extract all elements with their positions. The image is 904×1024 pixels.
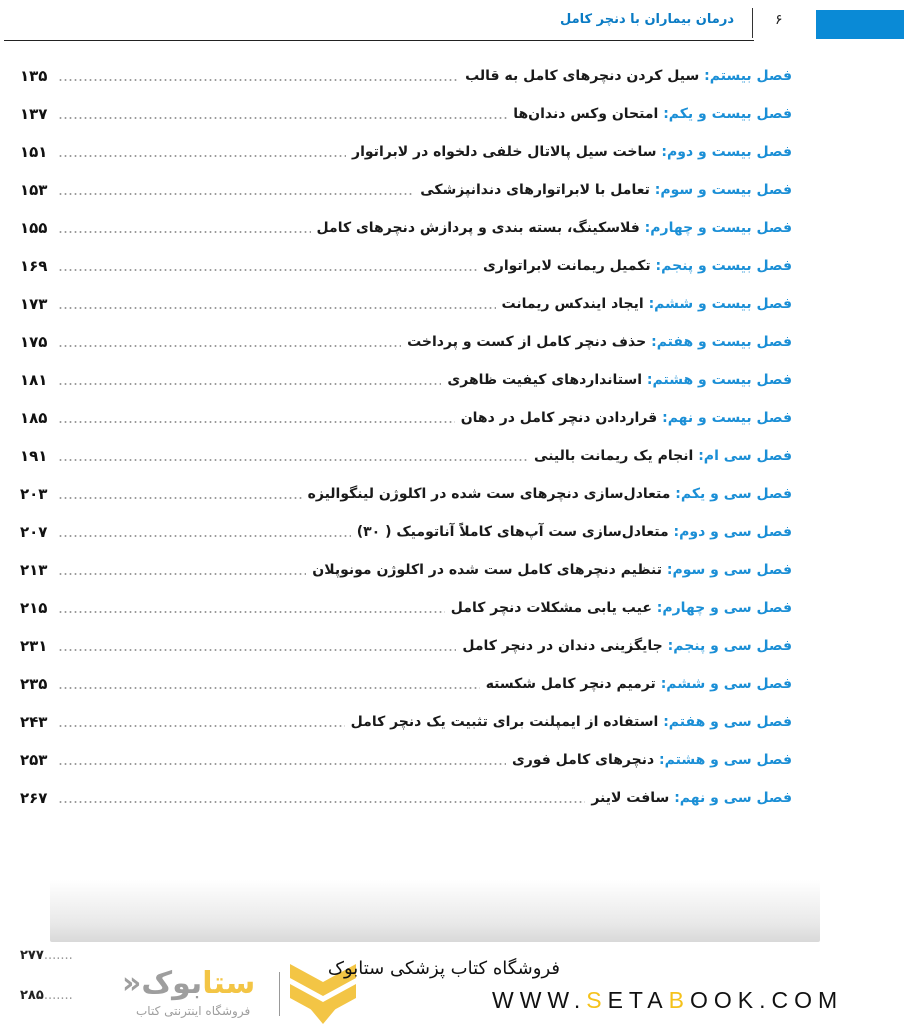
logo-separator [279,972,280,1016]
chapter-title: استفاده از ایمپلنت برای تثبیت یک دنچر کامل [350,714,659,730]
toc-page-number: ۲۴۳ [20,713,48,731]
chapter-title: ایجاد ایندکس ریمانت [501,296,644,312]
toc-entry-title [461,68,792,84]
chapter-label: فصل بیست و پنجم: [655,258,792,274]
toc-page-number: ۱۹۱ [20,447,48,465]
toc-page-number: ۲۰۷ [20,523,48,541]
toc-page-number: ۲۷۷ [20,948,44,963]
toc-entry[interactable] [20,480,792,508]
toc-page-number: ۲۳۱ [20,637,48,655]
logo-word-yellow: ستا [202,966,256,1001]
toc-leader [58,649,456,651]
running-header-title: درمان بیماران با دنچر کامل [560,12,734,27]
chapter-title: متعادل‌سازی ست آپ‌های کاملاً آناتومیک ( ۳۰) [356,524,669,540]
header-rule [4,40,754,41]
header-accent-bar [816,10,904,39]
chapter-title: امتحان وکس دندان‌ها [513,106,659,122]
toc-page-number: ۲۰۳ [20,485,48,503]
toc-leader [58,573,306,575]
toc-leader [58,801,585,803]
toc-entry-title [304,486,792,502]
chapter-title: قراردادن دنچر کامل در دهان [460,410,658,426]
chapter-title: عیب یابی مشکلات دنچر کامل [450,600,652,616]
toc-page-number: ۲۳۵ [20,675,48,693]
chapter-label: فصل بیست و نهم: [662,410,792,426]
toc-entry[interactable] [20,632,792,660]
toc-page-number: ۱۸۱ [20,371,48,389]
toc-page-number: ۱۳۷ [20,105,48,123]
double-chevron-icon: « [122,966,142,1001]
toc-page-number: ۲۸۵ [20,988,44,1003]
chapter-title: فلاسکینگ، بسته بندی و پردازش دنچرهای کامل [316,220,640,236]
chapter-label: فصل سی و پنجم: [667,638,792,654]
chapter-label: فصل سی و ششم: [660,676,792,692]
toc-page-number: ۲۱۵ [20,599,48,617]
chapter-label: فصل سی و هفتم: [663,714,792,730]
toc-page-number: ۲۱۳ [20,561,48,579]
chapter-label: فصل سی ام: [698,448,792,464]
toc-leader [58,611,445,613]
toc-leader [58,497,302,499]
chapter-title: تکمیل ریمانت لابراتواری [482,258,651,274]
chapter-label: فصل سی و یکم: [675,486,792,502]
toc-leader [58,79,459,81]
toc-entry[interactable] [20,594,792,622]
toc-leader: ....... [43,948,73,963]
toc-entry[interactable] [20,556,792,584]
toc-leader [58,307,496,309]
toc-entry[interactable] [20,100,792,128]
toc-entry-title [353,524,792,540]
toc-entry[interactable] [20,746,792,774]
toc-partial-page [20,988,73,1003]
setabook-logo-wordmark [122,966,255,1001]
chapter-title: دنچرهای کامل فوری [511,752,655,768]
toc-leader [58,117,507,119]
toc-entry[interactable] [20,518,792,546]
toc-entry[interactable] [20,404,792,432]
toc-entry[interactable] [20,328,792,356]
toc-entry-title [347,714,792,730]
url-highlight: B [668,987,690,1013]
toc-page-number: ۱۵۱ [20,143,48,161]
chapter-label: فصل سی و هشتم: [659,752,792,768]
toc-leader: ....... [43,988,73,1003]
chapter-label: فصل بیستم: [704,68,792,84]
toc-entry[interactable] [20,784,792,812]
chapter-title: سافت لاینر [591,790,670,806]
toc-entry-title [479,258,792,274]
toc-page-number: ۱۵۳ [20,181,48,199]
logo-tagline: فروشگاه اینترنتی کتاب [136,1004,251,1018]
store-url[interactable] [492,987,843,1014]
chapter-label: فصل بیست و ششم: [648,296,792,312]
chapter-label: فصل بیست و چهارم: [644,220,792,236]
toc-page-number: ۱۶۹ [20,257,48,275]
toc-entry-title [498,296,792,312]
toc-leader [58,459,528,461]
toc-leader [58,155,346,157]
watermark-gradient-band [50,880,820,942]
chapter-title: تنظیم دنچرهای کامل ست شده در اکلوژن مونوپلان [312,562,662,578]
toc-leader [58,345,401,347]
chapter-label: فصل بیست و هفتم: [651,334,792,350]
chapter-title: سیل کردن دنچرهای کامل به قالب [465,68,700,84]
toc-leader [58,725,345,727]
toc-entry-title [313,220,792,236]
chapter-title: انجام یک ریمانت بالینی [534,448,694,464]
chapter-title: ترمیم دنچر کامل شکسته [485,676,656,692]
chapter-label: فصل بیست و یکم: [663,106,792,122]
toc-entry-title [447,600,792,616]
chapter-title: جایگزینی دندان در دنچر کامل [462,638,663,654]
toc-leader [58,763,506,765]
toc-entry-title [443,372,792,388]
toc-leader [58,383,441,385]
chapter-title: متعادل‌سازی دنچرهای ست شده در اکلوژن لینگوالیزه [307,486,671,502]
toc-leader [58,421,455,423]
toc-page-number: ۱۷۵ [20,333,48,351]
toc-page-number: ۲۶۷ [20,789,48,807]
toc-partial-page [20,948,73,963]
chapter-label: فصل بیست و دوم: [661,144,792,160]
toc-entry-title [530,448,792,464]
toc-entry-title [308,562,792,578]
chapter-title: حذف دنچر کامل از کست و پرداخت [407,334,647,350]
chapter-label: فصل بیست و سوم: [654,182,792,198]
store-name: فروشگاه کتاب پزشکی ستابوک [327,958,560,979]
toc-entry[interactable] [20,214,792,242]
header-divider [752,8,753,38]
toc-page-number: ۱۸۵ [20,409,48,427]
toc-leader [58,231,311,233]
toc-entry-title [457,410,792,426]
url-part: ETA [607,987,669,1013]
chapter-label: فصل سی و دوم: [673,524,792,540]
toc-page-number: ۱۷۳ [20,295,48,313]
page-number: ۶ [775,12,783,28]
toc-entry-title [482,676,792,692]
toc-entry[interactable] [20,62,792,90]
chapter-label: فصل سی و سوم: [666,562,792,578]
toc-entry[interactable] [20,138,792,166]
toc-leader [58,535,351,537]
chapter-title: تعامل با لابراتوارهای دندانپزشکی [420,182,650,198]
toc-entry[interactable] [20,442,792,470]
toc-entry[interactable] [20,176,792,204]
logo-word-gray: بوک [141,966,203,1001]
toc-page-number: ۲۵۳ [20,751,48,769]
toc-entry-title [403,334,792,350]
url-part: WWW. [492,987,587,1013]
toc-leader [58,269,477,271]
toc-entry[interactable] [20,252,792,280]
toc-leader [58,687,480,689]
toc-entry[interactable] [20,708,792,736]
toc-entry[interactable] [20,670,792,698]
chapter-title: ساخت سیل پالاتال خلفی دلخواه در لابراتوار [352,144,657,160]
toc-entry-title [416,182,792,198]
toc-leader [58,193,414,195]
toc-entry[interactable] [20,290,792,318]
toc-page-number: ۱۵۵ [20,219,48,237]
url-part: OOK.COM [689,987,844,1013]
chapter-label: فصل سی و چهارم: [656,600,792,616]
toc-entry-title [458,638,792,654]
chapter-label: فصل سی و نهم: [674,790,792,806]
url-highlight: S [586,987,608,1013]
toc-entry-title [508,752,792,768]
chapter-title: استانداردهای کیفیت ظاهری [447,372,643,388]
chapter-label: فصل بیست و هشتم: [646,372,792,388]
toc-entry[interactable] [20,366,792,394]
toc-page-number: ۱۳۵ [20,67,48,85]
toc-entry-title [348,144,792,160]
toc-entry-title [587,790,792,806]
toc-entry-title [509,106,792,122]
